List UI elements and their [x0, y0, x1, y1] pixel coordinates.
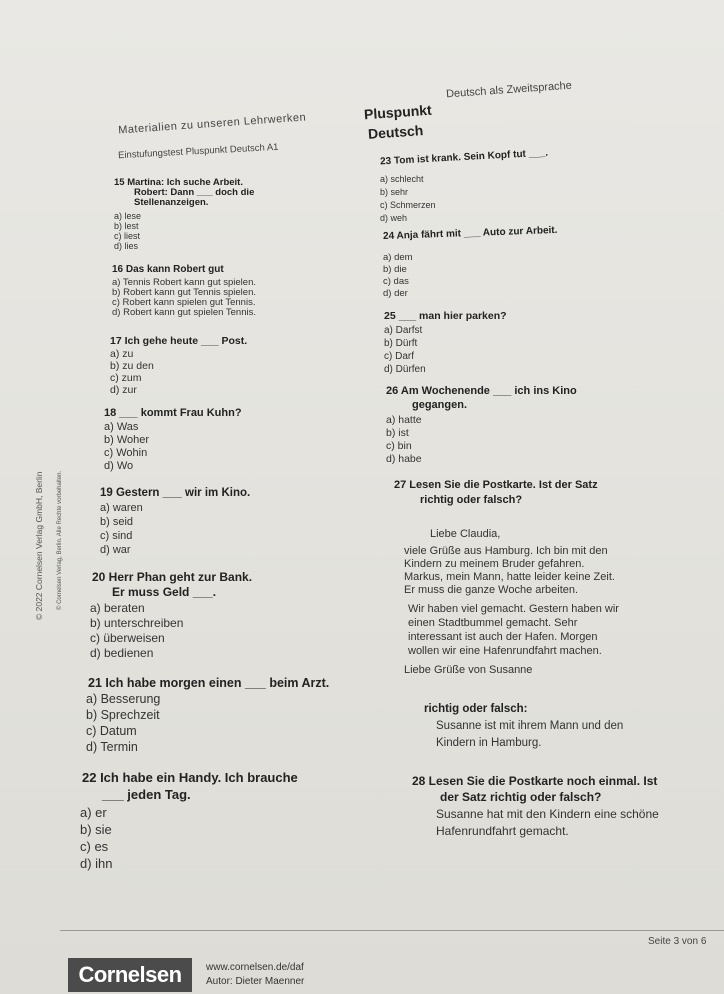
option-a[interactable]: a) dem [383, 252, 413, 263]
postcard-line: Kindern zu meinem Bruder gefahren. [404, 558, 585, 570]
option-d[interactable]: d) weh [380, 213, 408, 223]
option-a[interactable]: a) beraten [90, 601, 145, 615]
rights-vertical: © Cornelsen Verlag, Berlin. Alle Rechte vorbehalten. [57, 470, 63, 610]
worksheet-page: Materialien zu unseren Lehrwerken Pluspunkt Deutsch Deutsch als Zweitsprache Einstufungstest Pluspunkt Deutsch A1 15 Martina: Ich suche Arbeit. Robert: Dann ___ doch die Stellenanzeigen. a) lese b) lest c) liest d) lies 16 Das kann Robert gut a) Tennis Robert kann gut spielen. b) Robert kann gut Tennis spielen. c) Robert kann spielen gut Tennis. d) Robert kann gut spielen Tennis. 17 Ich gehe heute ___ Post. a) zu b) zu den c) zum d) zur 18 ___ kommt Frau Kuhn? a) Was b) Woher c) Wohin d) Wo 19 Gestern ___ wir im Kino. a) waren b) seid c) sind d) war 20 Herr Phan geht zur Bank. Er muss Geld ___. a) beraten b) unterschreiben c) überweisen d) bedienen 21 Ich habe morgen einen ___ beim Arzt. a) Besserung b) Sprechzeit c) Datum d) Termin 22 Ich habe ein Handy. Ich brauche ___ jeden Tag. a) er b) sie c) es d) ihn 23 Tom ist krank. Sein Kopf tut ___. a) schlecht b) sehr c) Schmerzen d) weh 24 Anja fährt mit ___ Auto zur Arbeit. a) dem b) die c) das d) der 25 ___ man hier parken? a) Darfst b) Dürft c) Darf d) Dürfen 26 Am Wochenende ___ ich ins Kino gegangen. a) hatte b) ist c) bin d) habe 27 Lesen Sie die Postkarte. Ist der Satz richtig oder falsch? Liebe Claudia, viele Grüße aus Hamburg. Ich bin mit den Kindern zu meinem Bruder gefahren. Markus, mein Mann, hatte leider keine Zeit. Er muss die ganze Woche arbeiten. Wir haben viel gemacht. Gestern haben wir einen Stadtbummel gemacht. Sehr interessant ist auch der Hafen. Morgen wollen wir eine Hafenrundfahrt machen. Liebe Grüße von Susanne richtig oder falsch: Susanne ist mit ihrem Mann und den Kindern in Hamburg. 28 Lesen Sie die Postkarte noch einmal. Ist der Satz richtig oder falsch? Susanne hat mit den Kindern eine schöne Hafenrundfahrt gemacht. © 2022 Cornelsen Verlag GmbH, Berlin © Cornelsen Verlag, Berlin. Alle Rechte vorbehalten. Seite 3 von 6 Cornelsen www.cornelsen.de/daf Autor: Dieter Maenner [0, 0, 724, 994]
option-a[interactable]: a) Tennis Robert kann gut spielen. [112, 277, 256, 288]
option-b[interactable]: b) die [383, 264, 407, 275]
option-a[interactable]: a) hatte [386, 414, 422, 426]
option-d[interactable]: d) lies [114, 241, 139, 251]
option-d[interactable]: d) Robert kann gut spielen Tennis. [112, 307, 256, 318]
postcard-line: wollen wir eine Hafenrundfahrt machen. [408, 645, 602, 657]
option-c[interactable]: c) Robert kann spielen gut Tennis. [112, 297, 256, 308]
option-a[interactable]: a) er [80, 805, 107, 820]
brand-title: Pluspunkt [363, 101, 433, 123]
daz-label: Deutsch als Zweitsprache [445, 79, 573, 101]
option-a[interactable]: a) Besserung [86, 692, 161, 706]
option-c[interactable]: c) Wohin [104, 447, 148, 459]
option-a[interactable]: a) schlecht [380, 174, 424, 184]
option-a[interactable]: a) zu [110, 348, 134, 360]
postcard-line: Wir haben viel gemacht. Gestern haben wir [408, 603, 619, 615]
option-c[interactable]: c) bin [386, 440, 412, 452]
option-d[interactable]: d) bedienen [90, 646, 154, 660]
option-d[interactable]: d) Wo [104, 460, 134, 472]
option-c[interactable]: c) liest [114, 231, 141, 241]
option-d[interactable]: d) Termin [86, 740, 138, 754]
option-c[interactable]: c) Datum [86, 724, 137, 738]
postcard-line: interessant ist auch der Hafen. Morgen [408, 631, 598, 643]
option-a[interactable]: a) lese [114, 211, 142, 221]
test-title: Einstufungstest Pluspunkt Deutsch A1 [117, 141, 279, 162]
postcard-line: einen Stadtbummel gemacht. Sehr [408, 617, 578, 629]
option-b[interactable]: b) ist [386, 427, 409, 439]
option-b[interactable]: b) Robert kann gut Tennis spielen. [112, 287, 256, 298]
copyright-vertical: © 2022 Cornelsen Verlag GmbH, Berlin [34, 471, 44, 620]
option-a[interactable]: a) Darfst [384, 325, 423, 336]
series-title: Materialien zu unseren Lehrwerken [117, 111, 307, 137]
true-false-title: richtig oder falsch: [424, 703, 528, 715]
postcard-closing: Liebe Grüße von Susanne [404, 664, 533, 676]
option-d[interactable]: d) war [100, 544, 131, 556]
option-d[interactable]: d) der [383, 288, 408, 299]
option-b[interactable]: b) zu den [110, 360, 154, 372]
option-d[interactable]: d) habe [386, 453, 422, 465]
option-c[interactable]: c) sind [100, 530, 133, 542]
option-d[interactable]: d) Dürfen [384, 364, 426, 375]
footer-url[interactable]: www.cornelsen.de/daf [206, 962, 304, 973]
footer-divider [60, 930, 724, 931]
option-c[interactable]: c) zum [110, 372, 142, 384]
cornelsen-logo: Cornelsen [68, 958, 192, 992]
option-b[interactable]: b) lest [114, 221, 139, 231]
option-b[interactable]: b) sehr [380, 187, 409, 197]
option-c[interactable]: c) Darf [384, 351, 414, 362]
option-b[interactable]: b) Dürft [384, 338, 418, 349]
option-d[interactable]: d) zur [110, 384, 137, 396]
option-c[interactable]: c) überweisen [90, 631, 165, 645]
page-number: Seite 3 von 6 [648, 936, 707, 947]
footer-author: Autor: Dieter Maenner [206, 976, 305, 987]
option-b[interactable]: b) sie [80, 822, 112, 837]
postcard-line: Er muss die ganze Woche arbeiten. [404, 584, 579, 596]
option-b[interactable]: b) Woher [104, 434, 150, 446]
postcard-line: Markus, mein Mann, hatte leider keine Zeit. [404, 571, 615, 583]
postcard-line: viele Grüße aus Hamburg. Ich bin mit den [404, 545, 608, 557]
option-b[interactable]: b) Sprechzeit [86, 708, 160, 722]
option-c[interactable]: c) es [80, 839, 109, 854]
option-a[interactable]: a) waren [100, 502, 143, 514]
brand-subtitle: Deutsch [367, 122, 424, 142]
option-b[interactable]: b) seid [100, 516, 134, 528]
option-a[interactable]: a) Was [104, 421, 139, 433]
option-b[interactable]: b) unterschreiben [90, 616, 184, 630]
postcard-greeting: Liebe Claudia, [430, 528, 501, 540]
option-d[interactable]: d) ihn [80, 856, 113, 871]
option-c[interactable]: c) das [383, 276, 409, 287]
option-c[interactable]: c) Schmerzen [380, 200, 436, 210]
